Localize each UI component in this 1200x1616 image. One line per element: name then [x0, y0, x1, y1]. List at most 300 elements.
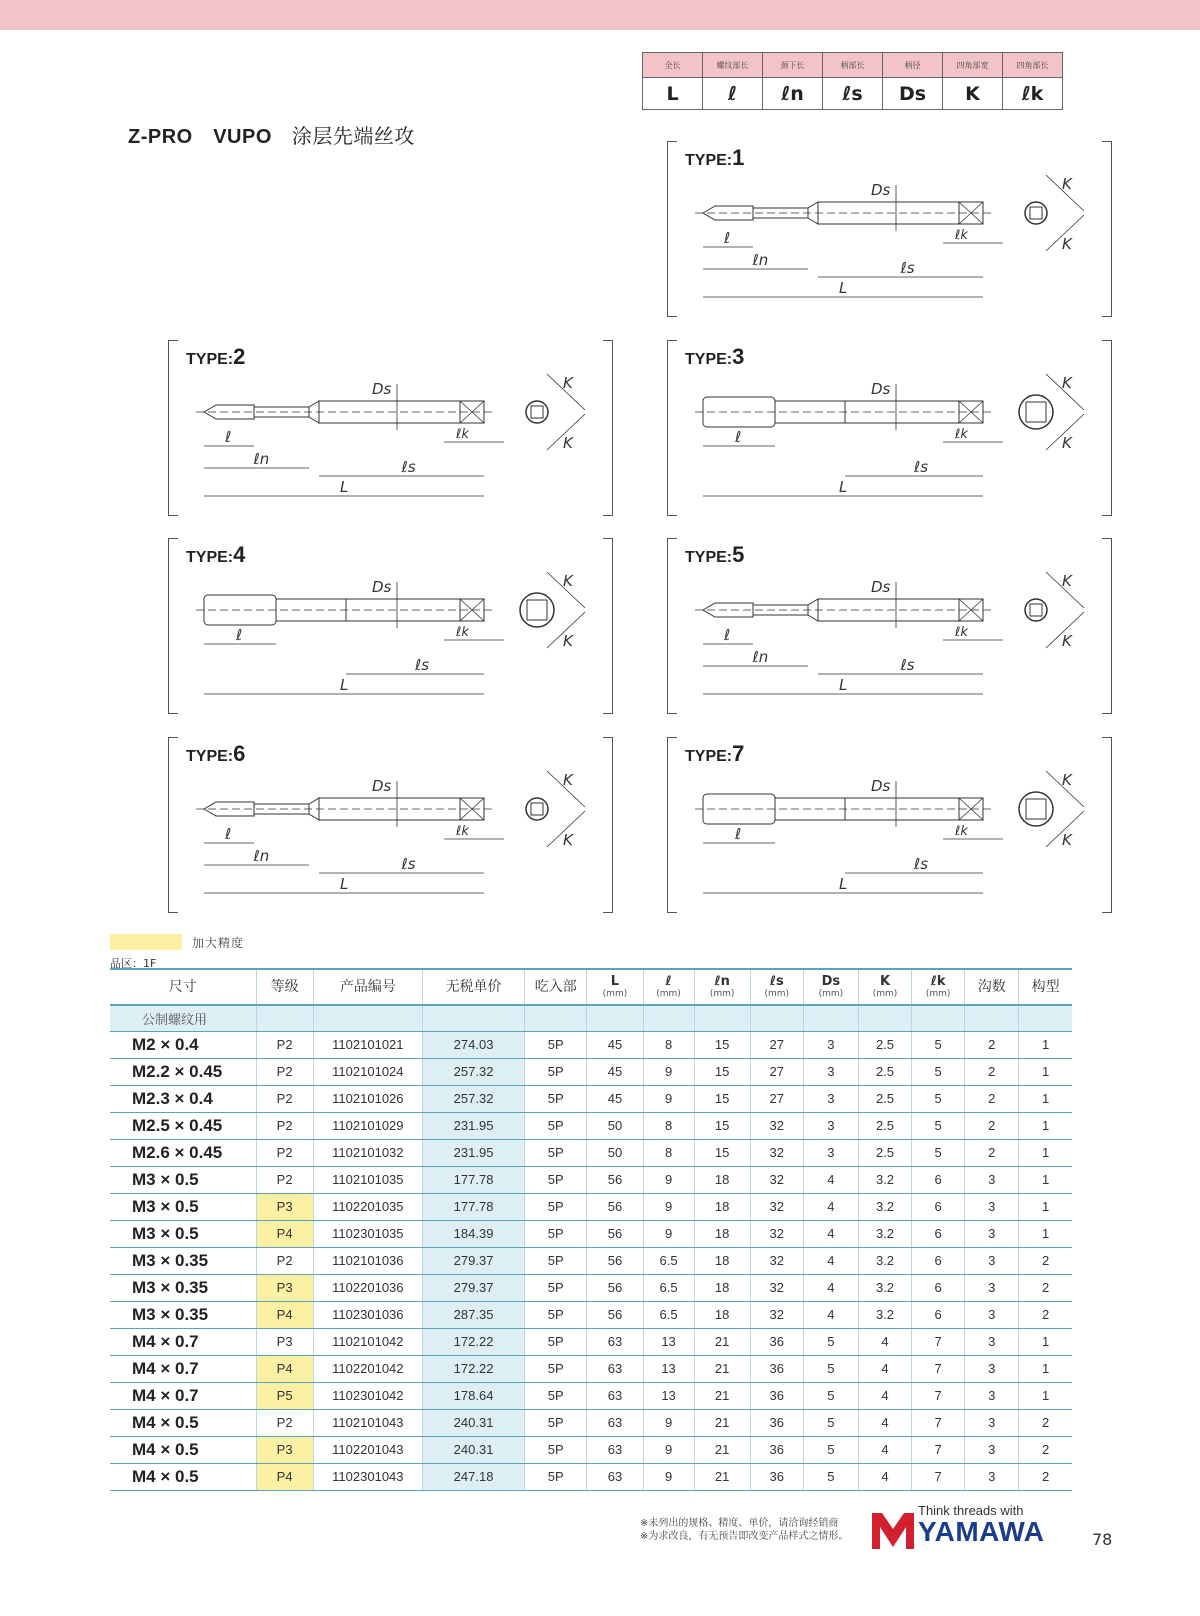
- cell-size: M2.5 × 0.45: [110, 1112, 256, 1139]
- column-header: ℓs (mm): [750, 969, 803, 1005]
- end-view-circle: [1025, 599, 1047, 621]
- legend-symbol: K: [943, 78, 1003, 110]
- cell-price: 172.22: [422, 1328, 524, 1355]
- end-view-square: [531, 406, 543, 418]
- tap-drawing: [681, 354, 1101, 514]
- cell-ln: 18: [694, 1220, 750, 1247]
- cell-size: M2 × 0.4: [110, 1031, 256, 1058]
- ds-label: Ds: [372, 777, 392, 795]
- section-cell: [965, 1005, 1019, 1031]
- cell-ls: 27: [750, 1031, 803, 1058]
- cell-chamfer: 5P: [525, 1139, 587, 1166]
- cell-code: 1102101029: [313, 1112, 422, 1139]
- legend-symbol: ℓk: [1003, 78, 1063, 110]
- product-series: Z-PRO VUPO: [128, 126, 272, 148]
- cell-size: M4 × 0.5: [110, 1409, 256, 1436]
- top-color-band: [0, 0, 1200, 30]
- legend-symbol: ℓn: [763, 78, 823, 110]
- section-cell: [422, 1005, 524, 1031]
- cell-price: 172.22: [422, 1355, 524, 1382]
- ds-label: Ds: [871, 777, 891, 795]
- cell-grade: P3: [256, 1193, 313, 1220]
- lk-label: ℓk: [955, 625, 968, 640]
- cell-chamfer: 5P: [525, 1085, 587, 1112]
- cell-chamfer: 5P: [525, 1193, 587, 1220]
- ds-label: Ds: [372, 380, 392, 398]
- cell-ln: 15: [694, 1112, 750, 1139]
- end-view-square: [1026, 402, 1046, 422]
- k-label: K: [563, 434, 573, 452]
- tap-drawing: [182, 552, 602, 712]
- cell-price: 279.37: [422, 1274, 524, 1301]
- cell-size: M3 × 0.35: [110, 1274, 256, 1301]
- cell-flutes: 2: [965, 1058, 1019, 1085]
- L-label: L: [340, 875, 349, 893]
- cell-lk: 6: [912, 1193, 965, 1220]
- cell-k: 3.2: [858, 1220, 911, 1247]
- end-view-circle: [1019, 395, 1053, 429]
- tap-drawing: [681, 552, 1101, 712]
- cell-L: 56: [587, 1193, 643, 1220]
- page-title: [128, 120, 415, 149]
- table-row: [110, 1463, 1072, 1490]
- cell-code: 1102101043: [313, 1409, 422, 1436]
- cell-ls: 36: [750, 1328, 803, 1355]
- lk-label: ℓk: [955, 228, 968, 243]
- cell-type: 2: [1019, 1463, 1072, 1490]
- section-cell: [1019, 1005, 1072, 1031]
- cell-chamfer: 5P: [525, 1274, 587, 1301]
- cell-price: 247.18: [422, 1463, 524, 1490]
- ds-label: Ds: [871, 181, 891, 199]
- cell-k: 3.2: [858, 1247, 911, 1274]
- cell-grade: P2: [256, 1139, 313, 1166]
- cell-ln: 21: [694, 1382, 750, 1409]
- type-2-diagram: [168, 340, 613, 516]
- tap-drawing: [182, 354, 602, 514]
- legend-header: 四角部宽: [943, 53, 1003, 78]
- cell-size: M4 × 0.7: [110, 1328, 256, 1355]
- cell-ln: 15: [694, 1085, 750, 1112]
- cell-code: 1102101035: [313, 1166, 422, 1193]
- cell-grade: P4: [256, 1301, 313, 1328]
- cell-l: 9: [643, 1220, 694, 1247]
- cell-l: 13: [643, 1355, 694, 1382]
- cell-price: 177.78: [422, 1166, 524, 1193]
- k-label: K: [563, 771, 573, 789]
- section-row: [110, 1005, 1072, 1031]
- cell-code: 1102201042: [313, 1355, 422, 1382]
- cell-k: 4: [858, 1436, 911, 1463]
- tap-drawing: [681, 751, 1101, 911]
- table-row: [110, 1355, 1072, 1382]
- cell-chamfer: 5P: [525, 1436, 587, 1463]
- section-cell: [313, 1005, 422, 1031]
- cell-ds: 5: [803, 1328, 858, 1355]
- type-6-diagram: [168, 737, 613, 913]
- cell-L: 63: [587, 1463, 643, 1490]
- cell-type: 2: [1019, 1409, 1072, 1436]
- cell-L: 56: [587, 1247, 643, 1274]
- cell-flutes: 3: [965, 1166, 1019, 1193]
- spec-table: [110, 968, 1072, 1491]
- cell-type: 1: [1019, 1382, 1072, 1409]
- legend-symbol: ℓs: [823, 78, 883, 110]
- cell-grade: P3: [256, 1274, 313, 1301]
- section-cell: [858, 1005, 911, 1031]
- cell-ln: 21: [694, 1355, 750, 1382]
- cell-lk: 5: [912, 1139, 965, 1166]
- cell-type: 1: [1019, 1193, 1072, 1220]
- cell-ds: 4: [803, 1247, 858, 1274]
- type-label: TYPE:5: [685, 542, 745, 567]
- end-view-circle: [520, 593, 554, 627]
- cell-l: 8: [643, 1112, 694, 1139]
- L-label: L: [340, 478, 349, 496]
- section-cell: [643, 1005, 694, 1031]
- cell-size: M3 × 0.5: [110, 1166, 256, 1193]
- cell-flutes: 3: [965, 1247, 1019, 1274]
- cell-grade: P4: [256, 1355, 313, 1382]
- ls-label: ℓs: [415, 656, 430, 674]
- cell-code: 1102201035: [313, 1193, 422, 1220]
- cell-l: 13: [643, 1328, 694, 1355]
- type-label: TYPE:1: [685, 145, 745, 170]
- precision-swatch: [110, 934, 182, 950]
- cell-lk: 6: [912, 1247, 965, 1274]
- cell-k: 4: [858, 1382, 911, 1409]
- cell-grade: P3: [256, 1328, 313, 1355]
- cell-ls: 36: [750, 1436, 803, 1463]
- legend-header: 柄部长: [823, 53, 883, 78]
- ds-label: Ds: [372, 578, 392, 596]
- l-label: ℓ: [225, 825, 232, 843]
- cell-ln: 15: [694, 1139, 750, 1166]
- l-label: ℓ: [724, 229, 731, 247]
- end-view-square: [527, 600, 547, 620]
- cell-k: 2.5: [858, 1112, 911, 1139]
- cell-size: M4 × 0.5: [110, 1436, 256, 1463]
- cell-l: 6.5: [643, 1274, 694, 1301]
- type-1-diagram: [667, 141, 1112, 317]
- cell-price: 231.95: [422, 1112, 524, 1139]
- cell-k: 2.5: [858, 1031, 911, 1058]
- column-header: 无税单价: [422, 969, 524, 1005]
- cell-k: 4: [858, 1409, 911, 1436]
- k-label: K: [563, 831, 573, 849]
- section-cell: [256, 1005, 313, 1031]
- cell-flutes: 3: [965, 1301, 1019, 1328]
- section-cell: [912, 1005, 965, 1031]
- cell-type: 2: [1019, 1301, 1072, 1328]
- legend-symbol: L: [643, 78, 703, 110]
- cell-grade: P2: [256, 1247, 313, 1274]
- cell-type: 2: [1019, 1247, 1072, 1274]
- k-label: K: [1062, 771, 1072, 789]
- cell-type: 2: [1019, 1274, 1072, 1301]
- yamawa-mark-icon: [872, 1511, 914, 1551]
- table-row: [110, 1031, 1072, 1058]
- cell-flutes: 3: [965, 1409, 1019, 1436]
- cell-code: 1102101042: [313, 1328, 422, 1355]
- lk-label: ℓk: [456, 427, 469, 442]
- cell-k: 4: [858, 1463, 911, 1490]
- table-row: [110, 1301, 1072, 1328]
- end-view-circle: [526, 798, 548, 820]
- logo-brand: YAMAWA: [918, 1516, 1045, 1547]
- cell-code: 1102101032: [313, 1139, 422, 1166]
- table-row: [110, 1220, 1072, 1247]
- column-header: Ds (mm): [803, 969, 858, 1005]
- ls-label: ℓs: [401, 855, 416, 873]
- cell-ln: 18: [694, 1301, 750, 1328]
- table-row: [110, 1436, 1072, 1463]
- cell-code: 1102101021: [313, 1031, 422, 1058]
- cell-ds: 5: [803, 1436, 858, 1463]
- cell-l: 8: [643, 1031, 694, 1058]
- cell-code: 1102201043: [313, 1436, 422, 1463]
- L-label: L: [839, 279, 848, 297]
- cell-ds: 3: [803, 1112, 858, 1139]
- k-label: K: [563, 632, 573, 650]
- cell-ds: 3: [803, 1139, 858, 1166]
- cell-L: 56: [587, 1220, 643, 1247]
- table-row: [110, 1328, 1072, 1355]
- l-label: ℓ: [735, 428, 742, 446]
- cell-ds: 4: [803, 1274, 858, 1301]
- cell-ds: 3: [803, 1058, 858, 1085]
- ln-label: ℓn: [752, 251, 769, 269]
- legend-header: 全长: [643, 53, 703, 78]
- cell-lk: 6: [912, 1301, 965, 1328]
- column-header: L (mm): [587, 969, 643, 1005]
- cell-L: 45: [587, 1085, 643, 1112]
- ds-label: Ds: [871, 380, 891, 398]
- section-cell: [694, 1005, 750, 1031]
- cell-ln: 15: [694, 1031, 750, 1058]
- cell-type: 1: [1019, 1085, 1072, 1112]
- cell-l: 8: [643, 1139, 694, 1166]
- end-view-square: [1026, 799, 1046, 819]
- L-label: L: [839, 478, 848, 496]
- cell-chamfer: 5P: [525, 1328, 587, 1355]
- cell-size: M4 × 0.5: [110, 1463, 256, 1490]
- section-label: 公制螺纹用: [110, 1005, 256, 1031]
- cell-lk: 5: [912, 1112, 965, 1139]
- cell-price: 287.35: [422, 1301, 524, 1328]
- cell-code: 1102101036: [313, 1247, 422, 1274]
- cell-ls: 32: [750, 1139, 803, 1166]
- logo-tagline: Think threads with: [918, 1503, 1024, 1518]
- cell-flutes: 2: [965, 1031, 1019, 1058]
- cell-ls: 32: [750, 1301, 803, 1328]
- cell-size: M3 × 0.5: [110, 1220, 256, 1247]
- cell-ls: 36: [750, 1463, 803, 1490]
- cell-ds: 3: [803, 1031, 858, 1058]
- table-row: [110, 1382, 1072, 1409]
- cell-ls: 32: [750, 1274, 803, 1301]
- cell-ln: 15: [694, 1058, 750, 1085]
- cell-l: 9: [643, 1193, 694, 1220]
- cell-l: 6.5: [643, 1247, 694, 1274]
- cell-size: M3 × 0.35: [110, 1247, 256, 1274]
- cell-ds: 5: [803, 1463, 858, 1490]
- column-header: ℓn (mm): [694, 969, 750, 1005]
- cell-chamfer: 5P: [525, 1301, 587, 1328]
- cell-type: 1: [1019, 1166, 1072, 1193]
- cell-l: 9: [643, 1436, 694, 1463]
- cell-ls: 27: [750, 1085, 803, 1112]
- cell-k: 3.2: [858, 1166, 911, 1193]
- cell-size: M4 × 0.7: [110, 1382, 256, 1409]
- type-5-diagram: [667, 538, 1112, 714]
- cell-ls: 32: [750, 1112, 803, 1139]
- cell-price: 240.31: [422, 1436, 524, 1463]
- cell-k: 4: [858, 1355, 911, 1382]
- cell-flutes: 2: [965, 1139, 1019, 1166]
- dimension-legend-table: [642, 52, 1063, 110]
- cell-k: 2.5: [858, 1085, 911, 1112]
- lk-label: ℓk: [955, 427, 968, 442]
- cell-code: 1102201036: [313, 1274, 422, 1301]
- cell-l: 9: [643, 1085, 694, 1112]
- cell-size: M3 × 0.5: [110, 1193, 256, 1220]
- end-view-square: [1030, 604, 1042, 616]
- cell-grade: P4: [256, 1463, 313, 1490]
- l-label: ℓ: [236, 626, 243, 644]
- cell-type: 1: [1019, 1139, 1072, 1166]
- cell-lk: 5: [912, 1031, 965, 1058]
- k-label: K: [1062, 434, 1072, 452]
- cell-price: 279.37: [422, 1247, 524, 1274]
- table-row: [110, 1247, 1072, 1274]
- cell-code: 1102101026: [313, 1085, 422, 1112]
- cell-price: 231.95: [422, 1139, 524, 1166]
- cell-chamfer: 5P: [525, 1409, 587, 1436]
- cell-chamfer: 5P: [525, 1166, 587, 1193]
- cell-ln: 18: [694, 1193, 750, 1220]
- cell-l: 9: [643, 1166, 694, 1193]
- footnote: ※未列出的规格、精度、单价，请洽询经销商: [640, 1518, 839, 1529]
- cell-grade: P2: [256, 1409, 313, 1436]
- cell-ln: 21: [694, 1463, 750, 1490]
- cell-l: 13: [643, 1382, 694, 1409]
- cell-k: 2.5: [858, 1058, 911, 1085]
- cell-ls: 32: [750, 1247, 803, 1274]
- cell-code: 1102301035: [313, 1220, 422, 1247]
- cell-L: 50: [587, 1112, 643, 1139]
- ln-label: ℓn: [752, 648, 769, 666]
- legend-header: 柄径: [883, 53, 943, 78]
- end-view-circle: [1019, 792, 1053, 826]
- L-label: L: [340, 676, 349, 694]
- cell-lk: 7: [912, 1436, 965, 1463]
- k-label: K: [1062, 374, 1072, 392]
- cell-l: 9: [643, 1058, 694, 1085]
- ls-label: ℓs: [914, 855, 929, 873]
- tap-drawing: [681, 155, 1101, 315]
- cell-grade: P5: [256, 1382, 313, 1409]
- lk-label: ℓk: [456, 625, 469, 640]
- cell-price: 178.64: [422, 1382, 524, 1409]
- cell-ln: 18: [694, 1247, 750, 1274]
- cell-chamfer: 5P: [525, 1031, 587, 1058]
- cell-l: 9: [643, 1463, 694, 1490]
- cell-grade: P4: [256, 1220, 313, 1247]
- legend-header: 四角部长: [1003, 53, 1063, 78]
- k-label: K: [1062, 632, 1072, 650]
- legend-symbol: Ds: [883, 78, 943, 110]
- footnote: ※为求改良，有无预告即改变产品样式之情形。: [640, 1531, 849, 1542]
- cell-chamfer: 5P: [525, 1463, 587, 1490]
- column-header: ℓk (mm): [912, 969, 965, 1005]
- k-label: K: [1062, 831, 1072, 849]
- column-header: 尺寸: [110, 969, 256, 1005]
- cell-grade: P2: [256, 1085, 313, 1112]
- L-label: L: [839, 875, 848, 893]
- cell-type: 1: [1019, 1220, 1072, 1247]
- cell-flutes: 2: [965, 1112, 1019, 1139]
- cell-size: M2.2 × 0.45: [110, 1058, 256, 1085]
- cell-lk: 6: [912, 1220, 965, 1247]
- end-view-circle: [1025, 202, 1047, 224]
- cell-flutes: 3: [965, 1355, 1019, 1382]
- l-label: ℓ: [735, 825, 742, 843]
- cell-flutes: 3: [965, 1220, 1019, 1247]
- cell-lk: 6: [912, 1166, 965, 1193]
- table-row: [110, 1409, 1072, 1436]
- cell-L: 50: [587, 1139, 643, 1166]
- cell-flutes: 3: [965, 1463, 1019, 1490]
- type-label: TYPE:2: [186, 344, 246, 369]
- column-header: 产品编号: [313, 969, 422, 1005]
- cell-L: 56: [587, 1274, 643, 1301]
- section-cell: [587, 1005, 643, 1031]
- column-header: 构型: [1019, 969, 1072, 1005]
- cell-ds: 5: [803, 1355, 858, 1382]
- cell-type: 1: [1019, 1058, 1072, 1085]
- section-cell: [525, 1005, 587, 1031]
- footnotes: [640, 1517, 848, 1543]
- cell-flutes: 2: [965, 1085, 1019, 1112]
- cell-ds: 4: [803, 1220, 858, 1247]
- cell-ds: 4: [803, 1193, 858, 1220]
- cell-k: 3.2: [858, 1301, 911, 1328]
- cell-size: M2.6 × 0.45: [110, 1139, 256, 1166]
- legend-symbol: ℓ: [703, 78, 763, 110]
- cell-k: 4: [858, 1328, 911, 1355]
- ls-label: ℓs: [900, 656, 915, 674]
- cell-price: 257.32: [422, 1058, 524, 1085]
- cell-grade: P3: [256, 1436, 313, 1463]
- l-label: ℓ: [225, 428, 232, 446]
- cell-flutes: 3: [965, 1328, 1019, 1355]
- column-header: ℓ (mm): [643, 969, 694, 1005]
- cell-ls: 36: [750, 1355, 803, 1382]
- cell-price: 257.32: [422, 1085, 524, 1112]
- k-label: K: [563, 572, 573, 590]
- cell-chamfer: 5P: [525, 1058, 587, 1085]
- type-label: TYPE:4: [186, 542, 246, 567]
- precision-legend-label: 加大精度: [192, 936, 245, 950]
- section-cell: [803, 1005, 858, 1031]
- type-label: TYPE:7: [685, 741, 745, 766]
- cell-lk: 7: [912, 1409, 965, 1436]
- cell-code: 1102301036: [313, 1301, 422, 1328]
- lk-label: ℓk: [456, 824, 469, 839]
- cell-ls: 36: [750, 1409, 803, 1436]
- ln-label: ℓn: [253, 450, 270, 468]
